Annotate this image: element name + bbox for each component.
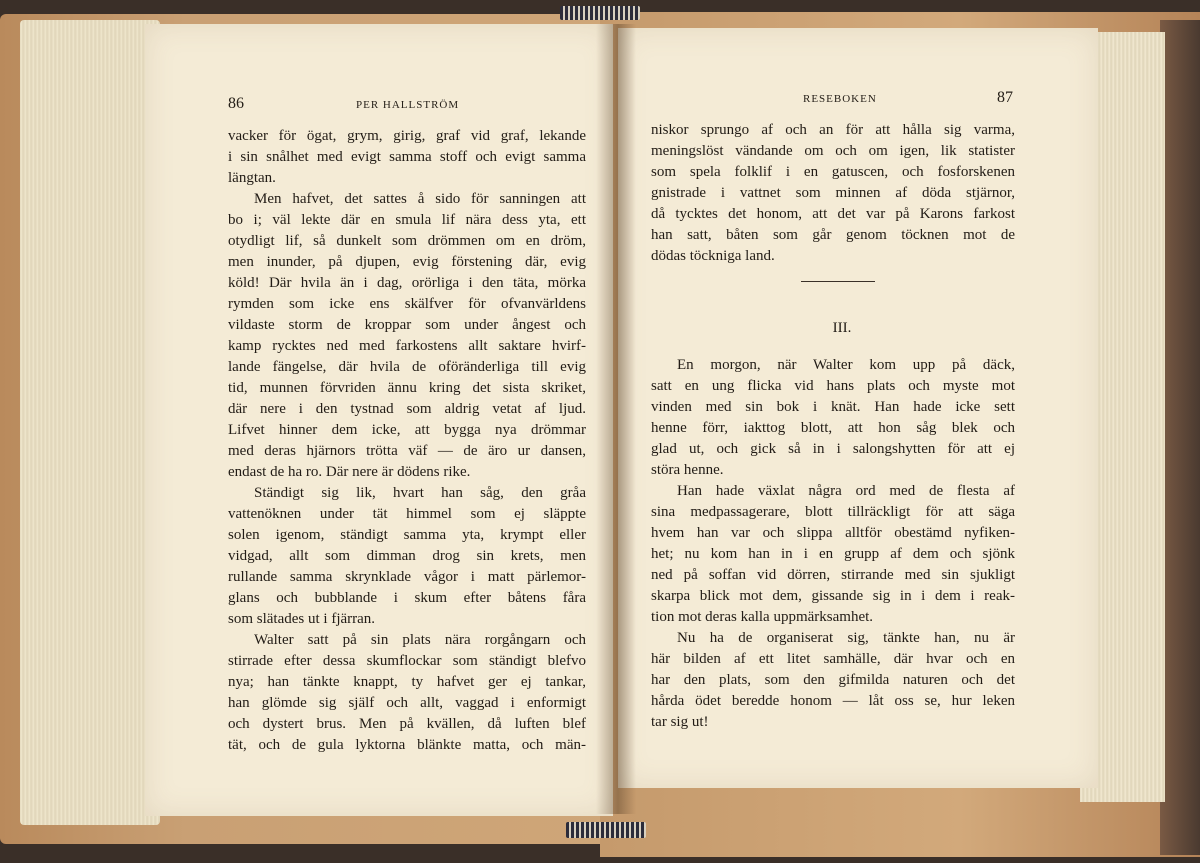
right-page-body-section: [651, 355, 1015, 733]
text-line: i sin snålhet med evigt samma stoff och evigt samma: [228, 149, 586, 165]
text-line: het; nu kom han in i en grupp af dem och sjönk: [651, 546, 1015, 562]
left-page-body: [228, 126, 586, 756]
text-line: vildaste storm de kroppar som under ångest och: [228, 317, 586, 333]
text-line: glans och bubblande i skum efter båtens fåra: [228, 590, 586, 606]
text-line: då tycktes det honom, att det var på Karons farkost: [651, 206, 1015, 222]
text-line: gnistrade i vattnet som minnen af döda stjärnor,: [651, 185, 1015, 201]
text-line: rullande samma skrynklade vågor i matt pärlemor-: [228, 569, 586, 585]
text-line: som slätades ut i fjärran.: [228, 611, 376, 627]
left-page-number: 86: [228, 95, 244, 112]
text-line: bo i; väl lekte där en smula lif nära dess yta, ett: [228, 212, 586, 228]
text-line: Ständigt sig lik, hvart han såg, den gråa: [254, 485, 586, 501]
text-line: glad ut, och gick så in i salongshytten för att ej: [651, 441, 1015, 457]
text-line: hårda ödet beredde honom — låt oss se, hur leken: [651, 693, 1015, 709]
text-line: meningslöst vändande om och om igen, lik statister: [651, 143, 1015, 159]
book-board-edge: [1160, 20, 1200, 855]
text-line: som spela folklif i en gatuscen, och fosforskenen: [651, 164, 1015, 180]
right-page-number: 87: [997, 89, 1013, 106]
text-line: Walter satt på sin plats nära rorgångarn och: [254, 632, 586, 648]
text-line: störa henne.: [651, 462, 724, 478]
text-line: vattenöknen under tät himmel som ej släppte: [228, 506, 586, 522]
right-page-body-top: [651, 120, 1015, 267]
text-line: sina medpassagerare, blott tillräckligt för att säga: [651, 504, 1015, 520]
text-line: lande fängelse, där hvila de oföränderliga till evig: [228, 359, 586, 375]
headband-bottom: [566, 822, 646, 838]
text-line: niskor sprungo af och an för att hålla sig varma,: [651, 122, 1015, 138]
text-line: kamp rycktes ned med farkostens allt saktare hvirf-: [228, 338, 586, 354]
text-line: vacker för ögat, grym, girig, graf vid graf, lekande: [228, 128, 586, 144]
headband-top: [560, 6, 640, 20]
text-line: henne förr, iakttog blott, att hon såg blek och: [651, 420, 1015, 436]
section-divider-rule: [801, 281, 875, 282]
text-line: han glömde sig själf och allt, vaggad i enformigt: [228, 695, 586, 711]
text-line: här bilden af ett litet samhälle, där hvar och en: [651, 651, 1015, 667]
left-running-head: PER HALLSTRÖM: [356, 99, 460, 111]
book-gutter: [596, 24, 636, 814]
text-line: har den plats, som den gifmilda naturen och det: [651, 672, 1015, 688]
page-stack-left: [20, 20, 160, 825]
text-line: otydligt lif, så dunkelt som drömmen om en dröm,: [228, 233, 586, 249]
text-line: tid, munnen förvriden ännu kring det sista skriket,: [228, 380, 586, 396]
text-line: Nu ha de organiserat sig, tänkte han, nu är: [677, 630, 1015, 646]
text-line: solen igenom, ständigt samma yta, krympt eller: [228, 527, 586, 543]
text-line: endast de ha ro. Där nere är dödens rike.: [228, 464, 471, 480]
text-line: Lifvet hinner dem icke, att bygga nya drömmar: [228, 422, 586, 438]
right-running-head: RESEBOKEN: [803, 93, 877, 105]
text-line: med deras hjärnors trötta väf — de äro ur dansen,: [228, 443, 586, 459]
text-line: stirrade efter dessa skumflockar som ständigt blefvo: [228, 653, 586, 669]
text-line: En morgon, när Walter kom upp på däck,: [677, 357, 1015, 373]
text-line: Men hafvet, det sattes å sido för sanningen att: [254, 191, 586, 207]
text-line: rymden som icke ens skälfver för ofvanvärldens: [228, 296, 586, 312]
text-line: längtan.: [228, 170, 276, 186]
text-line: satt en ung flicka vid hans plats och myste mot: [651, 378, 1015, 394]
text-line: tar sig ut!: [651, 714, 709, 730]
text-line: köld! Där hvila än i dag, orörliga i den täta, mörka: [228, 275, 586, 291]
text-line: dödas töckniga land.: [651, 248, 775, 264]
text-line: ned på soffan vid dörren, stirrande med sin sjukligt: [651, 567, 1015, 583]
text-line: hvem han var och slippa alltför obestämd nyfiken-: [651, 525, 1015, 541]
section-heading: III.: [832, 320, 852, 336]
text-line: skarpa blick mot dem, gissande sig in i dem i reak-: [651, 588, 1015, 604]
text-line: tion mot deras kalla uppmärksamhet.: [651, 609, 874, 625]
text-line: nya; han tänkte knappt, ty hafvet ger ej tankar,: [228, 674, 586, 690]
text-line: han satt, båten som går genom töcknen mot de: [651, 227, 1015, 243]
text-line: och dystert brus. Men på kvällen, då luften blef: [228, 716, 586, 732]
text-line: vinden med sin bok i knät. Han hade icke sett: [651, 399, 1015, 415]
text-line: tät, och de gula lyktorna blänkte matta, och män-: [228, 737, 586, 753]
text-line: Han hade växlat några ord med de flesta af: [677, 483, 1015, 499]
text-line: där nere i den tystnad som aldrig vetat af ljud.: [228, 401, 586, 417]
text-line: men inunder, på djupen, evig förstening där, evig: [228, 254, 586, 270]
text-line: vidgad, allt som dimman drog sin krets, men: [228, 548, 586, 564]
